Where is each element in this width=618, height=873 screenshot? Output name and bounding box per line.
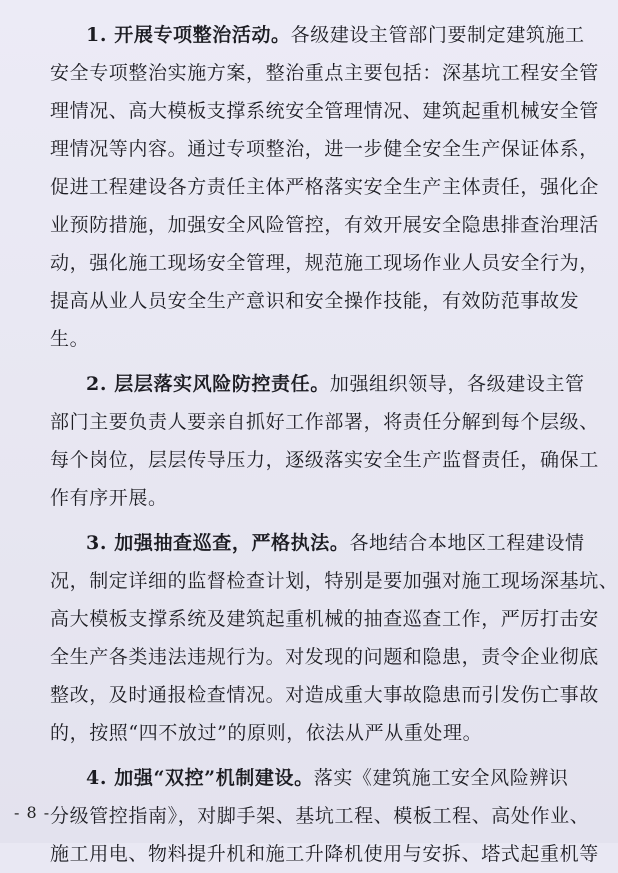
page-number: - 8 - <box>14 803 51 822</box>
text-line: 理情况、高大模板支撑系统安全管理情况、建筑起重机械安全管 <box>50 100 599 122</box>
text-line: 业预防措施，加强安全风险管控，有效开展安全隐患排查治理活 <box>50 214 599 236</box>
text-line: 全生产各类违法违规行为。对发现的问题和隐患，责令企业彻底 <box>50 646 599 668</box>
paragraph-2 <box>50 365 599 517</box>
document-body <box>50 16 618 873</box>
text-line: 的，按照“四不放过”的原则，依法从严从重处理。 <box>50 722 483 744</box>
text-line: 施工用电、物料提升机和施工升降机使用与安拆、塔式起重机等 <box>50 843 599 865</box>
paragraph-first-line <box>50 365 585 403</box>
text-line: 部门主要负责人要亲自抓好工作部署，将责任分解到每个层级、 <box>50 411 599 433</box>
text-line: 高大模板支撑系统及建筑起重机械的抽查巡查工作，严厉打击安 <box>50 608 599 630</box>
paragraph-1 <box>50 16 599 358</box>
text-line: 落实《建筑施工安全风险辨识 <box>313 767 569 789</box>
paragraph-first-line <box>50 759 585 797</box>
paragraph-heading: 4. 加强“双控”机制建设。 <box>86 767 314 789</box>
text-line: 安全专项整治实施方案，整治重点主要包括：深基坑工程安全管 <box>50 62 599 84</box>
paragraph-heading: 1. 开展专项整治活动。 <box>86 24 291 46</box>
text-line: 促进工程建设各方责任主体严格落实安全生产主体责任，强化企 <box>50 176 599 198</box>
text-line: 动，强化施工现场安全管理，规范施工现场作业人员安全行为， <box>50 252 599 274</box>
paragraph-first-line <box>50 524 585 562</box>
text-line: 生。 <box>50 328 90 350</box>
text-line: 理情况等内容。通过专项整治，进一步健全安全生产保证体系， <box>50 138 599 160</box>
text-line: 加强组织领导，各级建设主管 <box>329 373 585 395</box>
text-line: 提高从业人员安全生产意识和安全操作技能，有效防范事故发 <box>50 290 580 312</box>
text-line: 作有序开展。 <box>50 487 168 509</box>
text-line: 分级管控指南》，对脚手架、基坑工程、模板工程、高处作业、 <box>50 805 590 827</box>
paragraph-4 <box>50 759 599 873</box>
text-line: 每个岗位，层层传导压力，逐级落实安全生产监督责任，确保工 <box>50 449 599 471</box>
paragraph-3 <box>50 524 618 752</box>
text-line: 况，制定详细的监督检查计划，特别是要加强对施工现场深基坑、 <box>50 570 618 592</box>
paragraph-heading: 3. 加强抽查巡查，严格执法。 <box>86 532 350 554</box>
text-line: 整改，及时通报检查情况。对造成重大事故隐患而引发伤亡事故 <box>50 684 599 706</box>
paragraph-first-line <box>50 16 585 54</box>
paragraph-heading: 2. 层层落实风险防控责任。 <box>86 373 330 395</box>
text-line: 各地结合本地区工程建设情 <box>349 532 585 554</box>
text-line: 各级建设主管部门要制定建筑施工 <box>290 24 585 46</box>
